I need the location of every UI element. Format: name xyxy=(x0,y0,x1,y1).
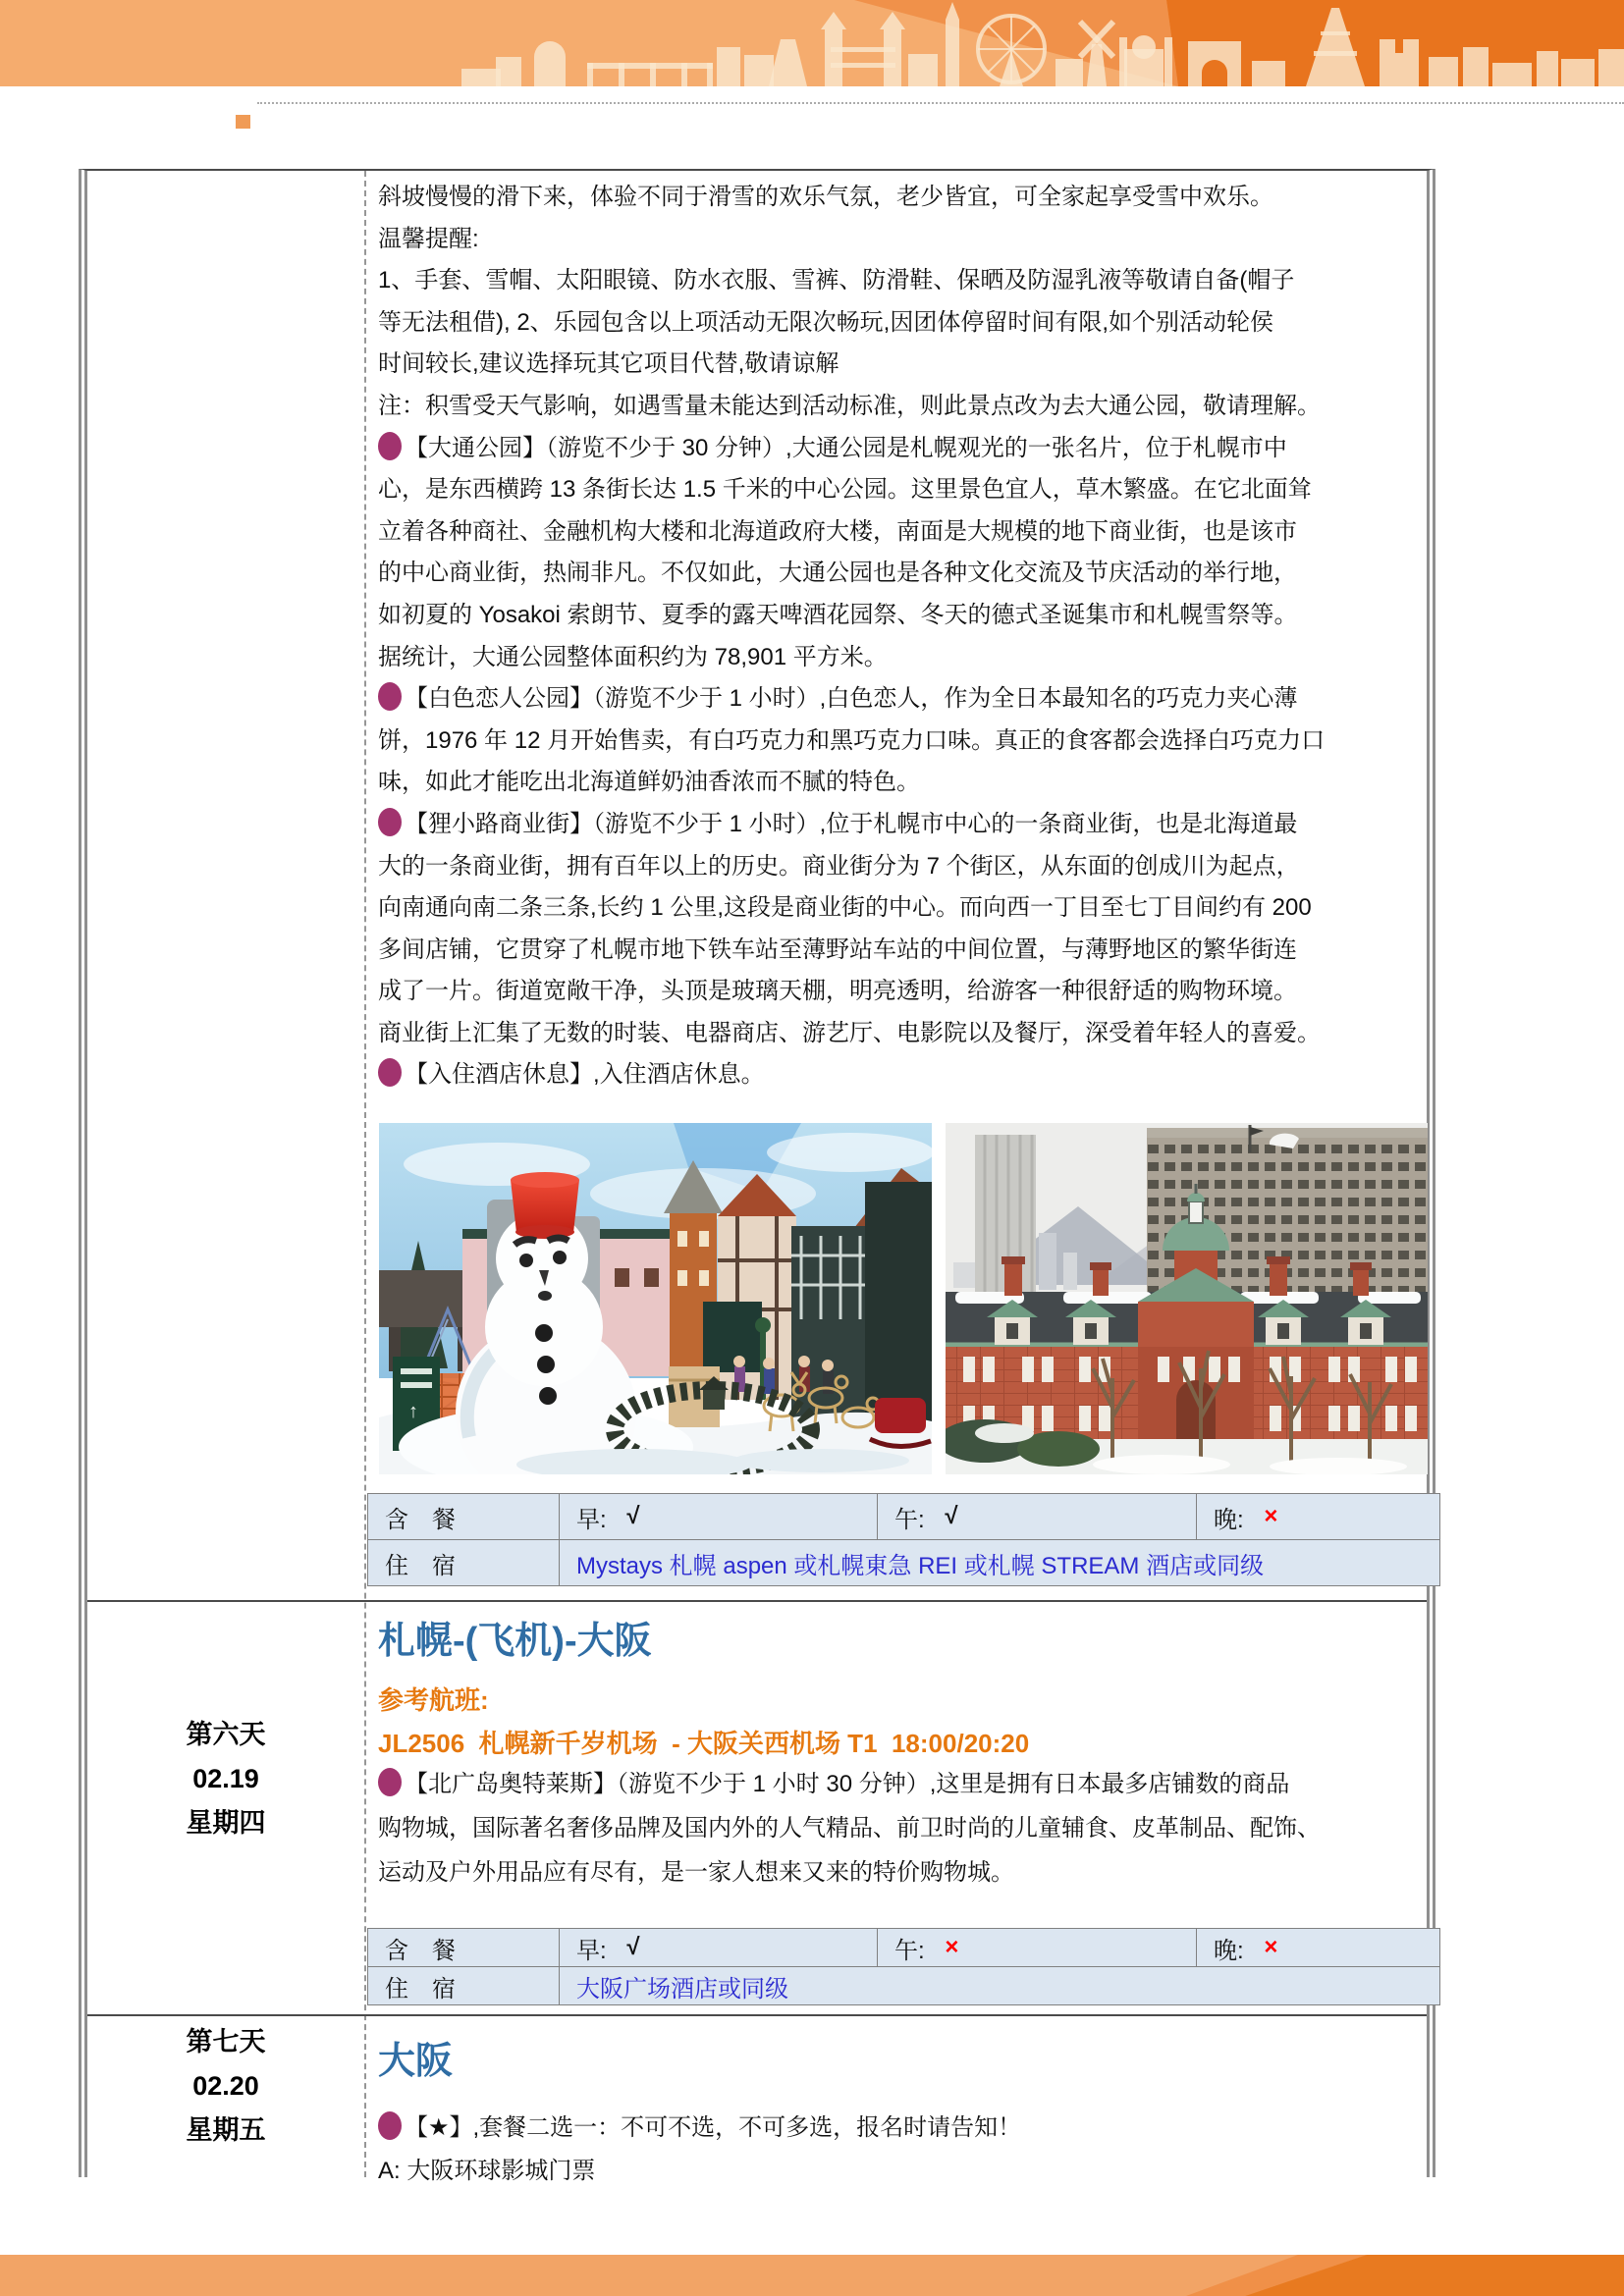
breakfast-cell: 早: √ xyxy=(560,1929,878,1966)
text-line: 斜坡慢慢的滑下来，体验不同于滑雪的欢乐气氛，老少皆宜，可全家起享受雪中欢乐。 xyxy=(378,184,1273,210)
city-skyline-banner-graphic xyxy=(0,0,1624,86)
text-line: 星期五 xyxy=(186,2115,266,2145)
dinner-cell: 晚: × xyxy=(1214,1934,1278,1964)
meals-label: 含 餐 xyxy=(368,1929,560,1966)
photo-red-brick-building xyxy=(946,1123,1428,1474)
bullet-icon xyxy=(378,2111,402,2140)
lunch-cell: 午: √ xyxy=(878,1494,1197,1539)
meals-lodging-table-day5 xyxy=(367,1493,1440,1586)
text-line: 第六天 xyxy=(186,1720,266,1749)
dotted-divider xyxy=(257,102,1624,104)
text-line: 星期四 xyxy=(186,1808,266,1838)
text-line: 据统计，大通公园整体面积约为 78,901 平方米。 xyxy=(378,643,888,670)
text-line: 1、手套、雪帽、太阳眼镜、防水衣服、雪裤、防滑鞋、保晒及防湿乳液等敬请自备(帽子 xyxy=(378,267,1295,294)
flight-info: JL2506 札幌新千岁机场 - 大阪关西机场 T1 18:00/20:20 xyxy=(378,1729,1030,1758)
text-line: 向南通向南二条三条,长约 1 公里,这段是商业街的中心。而向西一丁目至七丁目间约有 200 xyxy=(378,894,1312,922)
row-border xyxy=(87,2014,1427,2016)
lodging-row xyxy=(368,1967,1439,2004)
text-line: 立着各种商社、金融机构大楼和北海道政府大楼，南面是大规模的地下商业街，也是该市 xyxy=(378,517,1297,545)
day6-description-text xyxy=(378,1762,1478,1895)
text-line: 运动及户外用品应有尽有，是一家人想来又来的特价购物城。 xyxy=(378,1859,1014,1886)
photo-snowman-park xyxy=(379,1123,932,1474)
text-line: 【白色恋人公园】（游览不少于 1 小时）,白色恋人，作为全日本最知名的巧克力夹心薄 xyxy=(378,678,1478,721)
text-line: 02.19 xyxy=(192,1764,259,1793)
day7-label xyxy=(87,2020,364,2153)
day7-route-heading: 大阪 xyxy=(378,2041,454,2082)
bullet-icon xyxy=(378,682,402,711)
text-line: 等无法租借), 2、乐园包含以上项活动无限次畅玩,因团体停留时间有限,如个别活动轮侯 xyxy=(378,308,1274,336)
text-line: 第七天 xyxy=(186,2027,266,2056)
svg-text:↑: ↑ xyxy=(408,1401,418,1422)
text-line: 如初夏的 Yosakoi 索朗节、夏季的露天啤酒花园祭、冬天的德式圣诞集市和札幌雪祭等。 xyxy=(378,601,1298,628)
day6-route-heading: 札幌-(飞机)-大阪 xyxy=(378,1621,652,1662)
meals-label: 含 餐 xyxy=(368,1494,560,1539)
day-column-separator xyxy=(364,171,366,2177)
lodging-label: 住 宿 xyxy=(368,1540,560,1585)
text-line: 味，如此才能吃出北海道鲜奶油香浓而不腻的特色。 xyxy=(378,769,920,796)
lodging-label: 住 宿 xyxy=(368,1967,560,2004)
text-line: 饼，1976 年 12 月开始售卖，有白巧克力和黑巧克力口味。真正的食客都会选择白巧克力口 xyxy=(378,726,1326,754)
meals-lodging-table-day6 xyxy=(367,1928,1440,2005)
breakfast-cell: 早: √ xyxy=(560,1494,878,1539)
text-line: 【★】,套餐二选一：不可不选，不可多选，报名时请告知！ xyxy=(378,2107,1478,2150)
text-line: 商业街上汇集了无数的时装、电器商店、游艺厅、电影院以及餐厅，深受着年轻人的喜爱。 xyxy=(378,1019,1321,1046)
lodging-row xyxy=(368,1540,1439,1585)
bullet-icon xyxy=(378,808,402,836)
text-line: 购物城，国际著名奢侈品牌及国内外的人气精品、前卫时尚的儿童辅食、皮革制品、配饰、 xyxy=(378,1815,1321,1842)
text-line: A: 大阪环球影城门票 xyxy=(378,2158,596,2184)
hotel-name: Mystays 札幌 aspen 或札幌東急 REI 或札幌 STREAM 酒店或同级 xyxy=(576,1552,1265,1579)
footer-band xyxy=(0,2255,1624,2296)
header-banner xyxy=(0,0,1624,86)
text-line: 大的一条商业街，拥有百年以上的历史。商业街分为 7 个街区，从东面的创成川为起点， xyxy=(378,852,1300,880)
text-line: 温馨提醒: xyxy=(378,225,479,252)
day5-description-text xyxy=(378,177,1478,1096)
lunch-cell: 午: × xyxy=(878,1929,1197,1966)
flight-reference-label: 参考航班: xyxy=(378,1685,489,1715)
itinerary-table xyxy=(79,169,1435,2184)
meals-row xyxy=(368,1494,1439,1540)
day7-description-text xyxy=(378,2107,1478,2193)
text-line: 心，是东西横跨 13 条街长达 1.5 千米的中心公园。这里景色宜人，草木繁盛。在它北面耸 xyxy=(378,476,1312,504)
hotel-name: 大阪广场酒店或同级 xyxy=(576,1975,788,2002)
dinner-cell: 晚: × xyxy=(1214,1503,1278,1533)
text-line: 时间较长,建议选择玩其它项目代替,敬请谅解 xyxy=(378,350,839,378)
bullet-icon xyxy=(378,1058,402,1087)
meals-row xyxy=(368,1929,1439,1967)
row-border xyxy=(87,1600,1427,1602)
text-line: 【北广岛奥特莱斯】（游览不少于 1 小时 30 分钟）,这里是拥有日本最多店铺数的商品 xyxy=(378,1762,1478,1806)
text-line: 的中心商业街，热闹非凡。不仅如此，大通公园也是各种文化交流及节庆活动的举行地， xyxy=(378,560,1297,587)
text-line: 成了一片。街道宽敞干净，头顶是玻璃天棚，明亮透明，给游客一种很舒适的购物环境。 xyxy=(378,978,1297,1005)
day6-label xyxy=(87,1713,364,1845)
text-line: 多间店铺，它贯穿了札幌市地下铁车站至薄野站车站的中间位置，与薄野地区的繁华街连 xyxy=(378,935,1297,963)
text-line: 【大通公园】（游览不少于 30 分钟）,大通公园是札幌观光的一张名片，位于札幌市中 xyxy=(378,428,1478,470)
orange-corner-chip xyxy=(236,115,250,129)
text-line: 【狸小路商业街】（游览不少于 1 小时）,位于札幌市中心的一条商业街，也是北海道最 xyxy=(378,804,1478,846)
text-line: 【入住酒店休息】,入住酒店休息。 xyxy=(378,1054,1478,1096)
text-line: 注：积雪受天气影响，如遇雪量未能达到活动标准，则此景点改为去大通公园，敬请理解。 xyxy=(378,392,1321,419)
bullet-icon xyxy=(378,432,402,460)
text-line: 02.20 xyxy=(192,2071,259,2101)
bullet-icon xyxy=(378,1768,402,1796)
